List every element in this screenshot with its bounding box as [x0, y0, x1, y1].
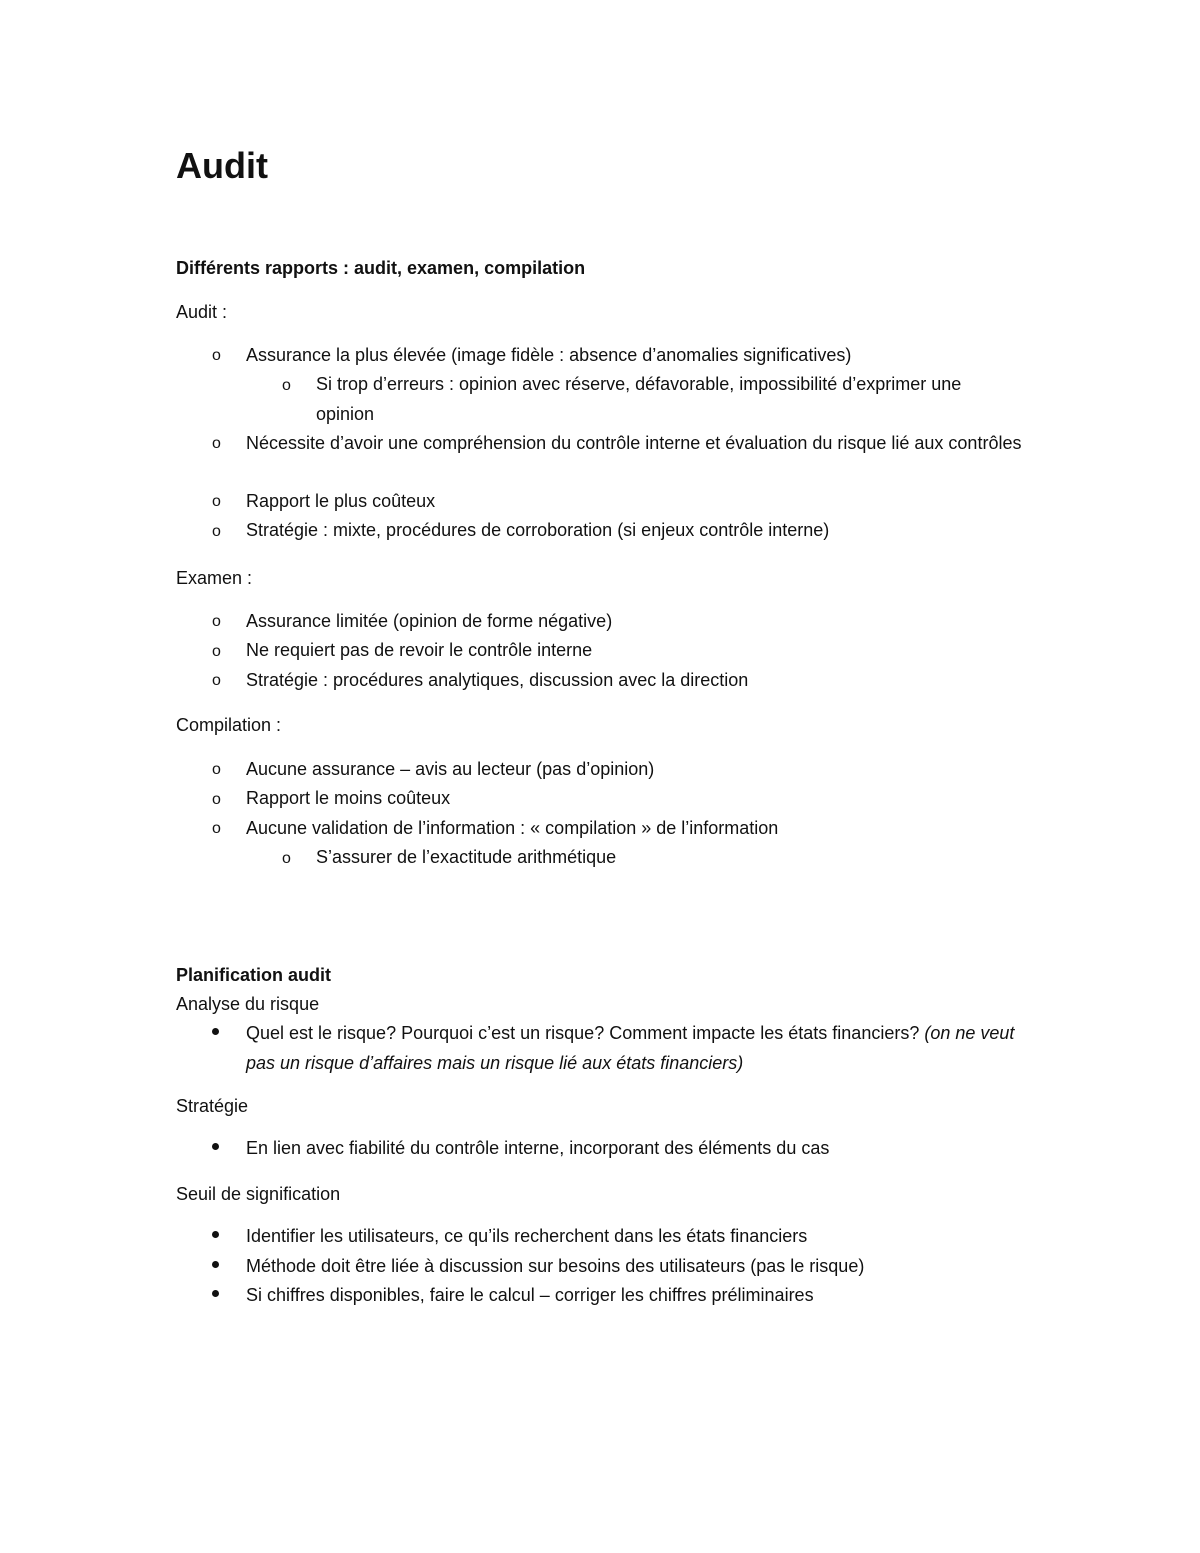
list-marker: o [282, 850, 291, 867]
list-item-text: Quel est le risque? Pourquoi c’est un risque? Comment impacte les états financiers? [246, 1023, 920, 1043]
list-item: Stratégie : procédures analytiques, discussion avec la direction [246, 670, 749, 690]
list-marker: o [212, 435, 221, 452]
list-item-note: (on ne veut pas un risque d’affaires mais un risque lié aux états financiers) [246, 1023, 1015, 1073]
bullet-icon [212, 1261, 219, 1268]
list-item: En lien avec fiabilité du contrôle interne, incorporant des éléments du cas [246, 1138, 830, 1158]
section-heading-planning: Planification audit [176, 965, 332, 985]
list-marker: o [212, 523, 221, 540]
list-item: Méthode doit être liée à discussion sur besoins des utilisateurs (pas le risque) [246, 1256, 865, 1276]
audit-label: Audit : [176, 302, 228, 322]
list-item: Si trop d’erreurs : opinion avec réserve, défavorable, impossibilité d’exprimer une opinion [316, 374, 962, 424]
list-item: Si chiffres disponibles, faire le calcul – corriger les chiffres préliminaires [246, 1285, 814, 1305]
list-marker: o [212, 347, 221, 364]
examen-label: Examen : [176, 568, 253, 588]
page-title: Audit [176, 145, 268, 186]
list-item: Identifier les utilisateurs, ce qu’ils recherchent dans les états financiers [246, 1226, 808, 1246]
analyse-label: Analyse du risque [176, 994, 320, 1014]
bullet-icon [212, 1290, 219, 1297]
list-item: S’assurer de l’exactitude arithmétique [316, 847, 617, 867]
list-item: Aucune assurance – avis au lecteur (pas d’opinion) [246, 759, 655, 779]
bullet-icon [212, 1231, 219, 1238]
list-marker: o [212, 820, 221, 837]
list-item [246, 1019, 1026, 1078]
list-item: Rapport le plus coûteux [246, 491, 436, 511]
section-heading-reports: Différents rapports : audit, examen, compilation [176, 258, 586, 278]
list-item: Nécessite d’avoir une compréhension du contrôle interne et évaluation du risque lié aux contrôles [246, 433, 1022, 453]
list-item: Rapport le moins coûteux [246, 788, 451, 808]
compilation-label: Compilation : [176, 715, 282, 735]
list-item: Aucune validation de l’information : « compilation » de l’information [246, 818, 779, 838]
list-item: Ne requiert pas de revoir le contrôle interne [246, 640, 593, 660]
list-item: Assurance la plus élevée (image fidèle : absence d’anomalies significatives) [246, 345, 852, 365]
bullet-icon [212, 1028, 219, 1035]
list-marker: o [212, 761, 221, 778]
strategie-label: Stratégie [176, 1096, 249, 1116]
list-item: Assurance limitée (opinion de forme négative) [246, 611, 613, 631]
list-marker: o [212, 493, 221, 510]
list-item: Stratégie : mixte, procédures de corroboration (si enjeux contrôle interne) [246, 520, 830, 540]
list-marker: o [212, 791, 221, 808]
seuil-label: Seuil de signification [176, 1184, 341, 1204]
list-marker: o [212, 672, 221, 689]
bullet-icon [212, 1143, 219, 1150]
list-marker: o [282, 377, 291, 394]
list-marker: o [212, 643, 221, 660]
list-marker: o [212, 613, 221, 630]
